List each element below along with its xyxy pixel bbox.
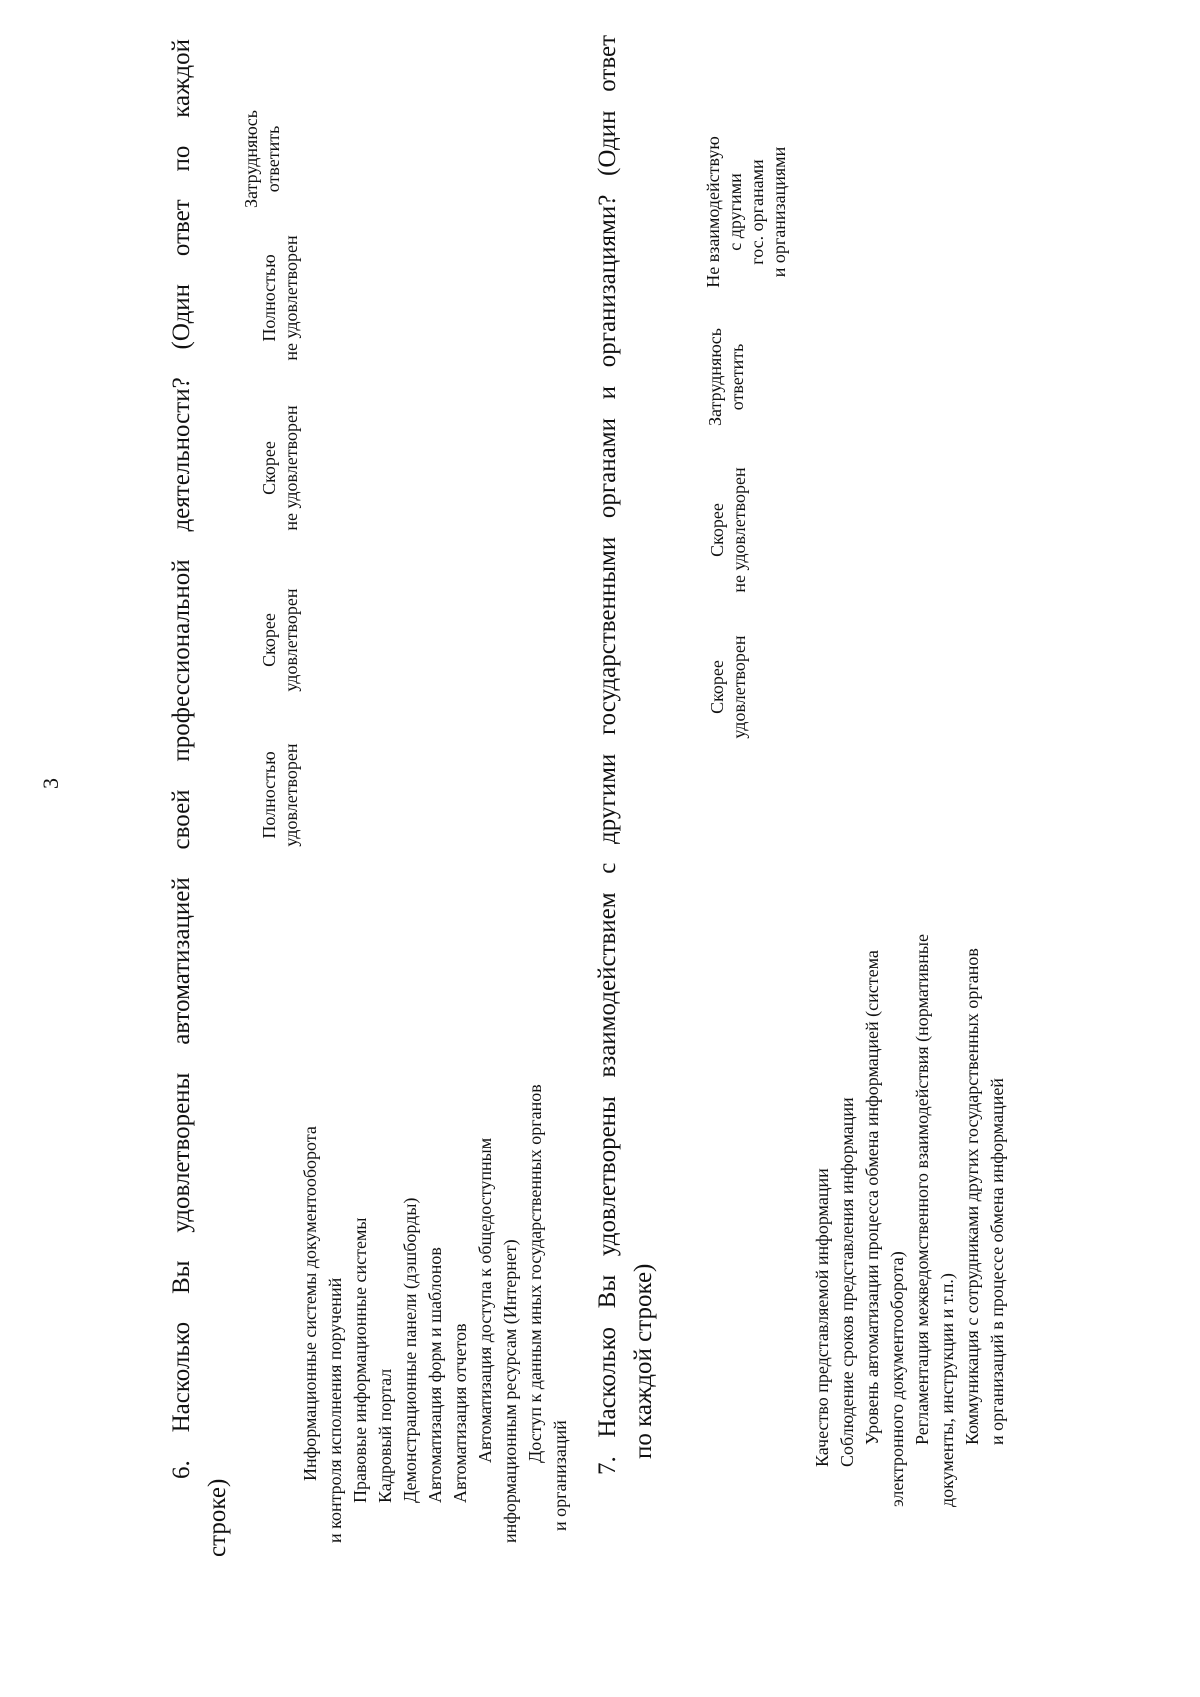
q6-column-4-line-2: не удовлетворен [281, 235, 301, 361]
q7-row: Уровень автоматизации процесса обмена информацией (система [862, 950, 882, 1445]
q6-column-5-line-1: Затрудняюсь [241, 110, 261, 208]
q6-row: Автоматизация отчетов [450, 1323, 470, 1503]
q7-row: электронного документооборота) [887, 1251, 907, 1507]
q6-column-2 [258, 575, 302, 705]
q7-row: Регламентация межведомственного взаимодействия (нормативные [912, 934, 932, 1445]
q7-row: документы, инструкции и т.п.) [937, 1273, 957, 1507]
q7-column-1-line-2: удовлетворен [729, 635, 749, 739]
q7-column-4 [702, 127, 790, 297]
page-number: 3 [38, 778, 63, 789]
q7-column-2-line-2: не удовлетворен [729, 467, 749, 593]
q6-row: Доступ к данным иных государственных органов [525, 1084, 545, 1463]
q7-column-3-line-1: Затрудняюсь [705, 328, 725, 426]
q7-row: Соблюдение сроков представления информации [837, 1097, 857, 1467]
q6-column-1-line-2: удовлетворен [281, 743, 301, 847]
q6-row: и организаций [550, 1420, 570, 1531]
q7-column-4-line-3: гос. органами [747, 159, 767, 265]
q6-title: 6. Насколько Вы удовлетворены автоматизацией своей профессиональной деятельности? (Один ответ по каждой [168, 39, 195, 1479]
q7-column-2-line-1: Скорее [707, 503, 727, 557]
q6-column-4 [258, 223, 302, 373]
q7-column-4-line-2: с другими [725, 173, 745, 251]
q6-row: Автоматизация доступа к общедоступным [475, 1137, 495, 1463]
q6-column-3-line-1: Скорее [259, 441, 279, 495]
q6-row: Кадровый портал [375, 1368, 395, 1503]
q7-column-2 [706, 455, 750, 605]
q6-row: Демонстрационные панели (дэшборды) [400, 1197, 420, 1503]
q6-row: Автоматизация форм и шаблонов [425, 1247, 445, 1503]
q7-row: Качество представляемой информации [812, 1168, 832, 1467]
q6-row: информационным ресурсам (Интернет) [500, 1239, 520, 1543]
q6-rows [298, 1084, 573, 1543]
q6-column-3-line-2: не удовлетворен [281, 405, 301, 531]
q6-column-1-line-1: Полностью [259, 751, 279, 839]
q6-row: и контроля исполнения поручений [325, 1277, 345, 1543]
q7-row: и организаций в процессе обмена информацией [987, 1078, 1007, 1445]
q7-column-3-line-2: ответить [727, 343, 747, 411]
q6-row: Информационные системы документооборота [300, 1126, 320, 1481]
q7-column-4-line-4: и организациями [769, 146, 789, 278]
q7-title-continuation: по каждой строке) [630, 1263, 657, 1459]
q7-rows [810, 934, 1010, 1507]
q7-row: Коммуникация с сотрудниками других государственных органов [962, 948, 982, 1445]
q7-column-4-line-1: Не взаимодействую [703, 136, 723, 288]
q6-column-4-line-1: Полностью [259, 254, 279, 342]
q7-column-1-line-1: Скорее [707, 660, 727, 714]
q7-column-3 [704, 315, 748, 439]
q6-column-5 [240, 99, 284, 219]
q6-row: Правовые информационные системы [350, 1217, 370, 1503]
q7-column-1 [706, 625, 750, 749]
q6-column-3 [258, 393, 302, 543]
q6-column-5-line-2: ответить [263, 125, 283, 193]
q7-title: 7. Насколько Вы удовлетворены взаимодействием с другими государственными органами и организациями? (Один ответ [594, 35, 621, 1475]
q6-title-continuation: строке) [204, 1478, 231, 1557]
q6-column-2-line-1: Скорее [259, 613, 279, 667]
q6-column-2-line-2: удовлетворен [281, 588, 301, 692]
q6-column-1 [258, 735, 302, 855]
